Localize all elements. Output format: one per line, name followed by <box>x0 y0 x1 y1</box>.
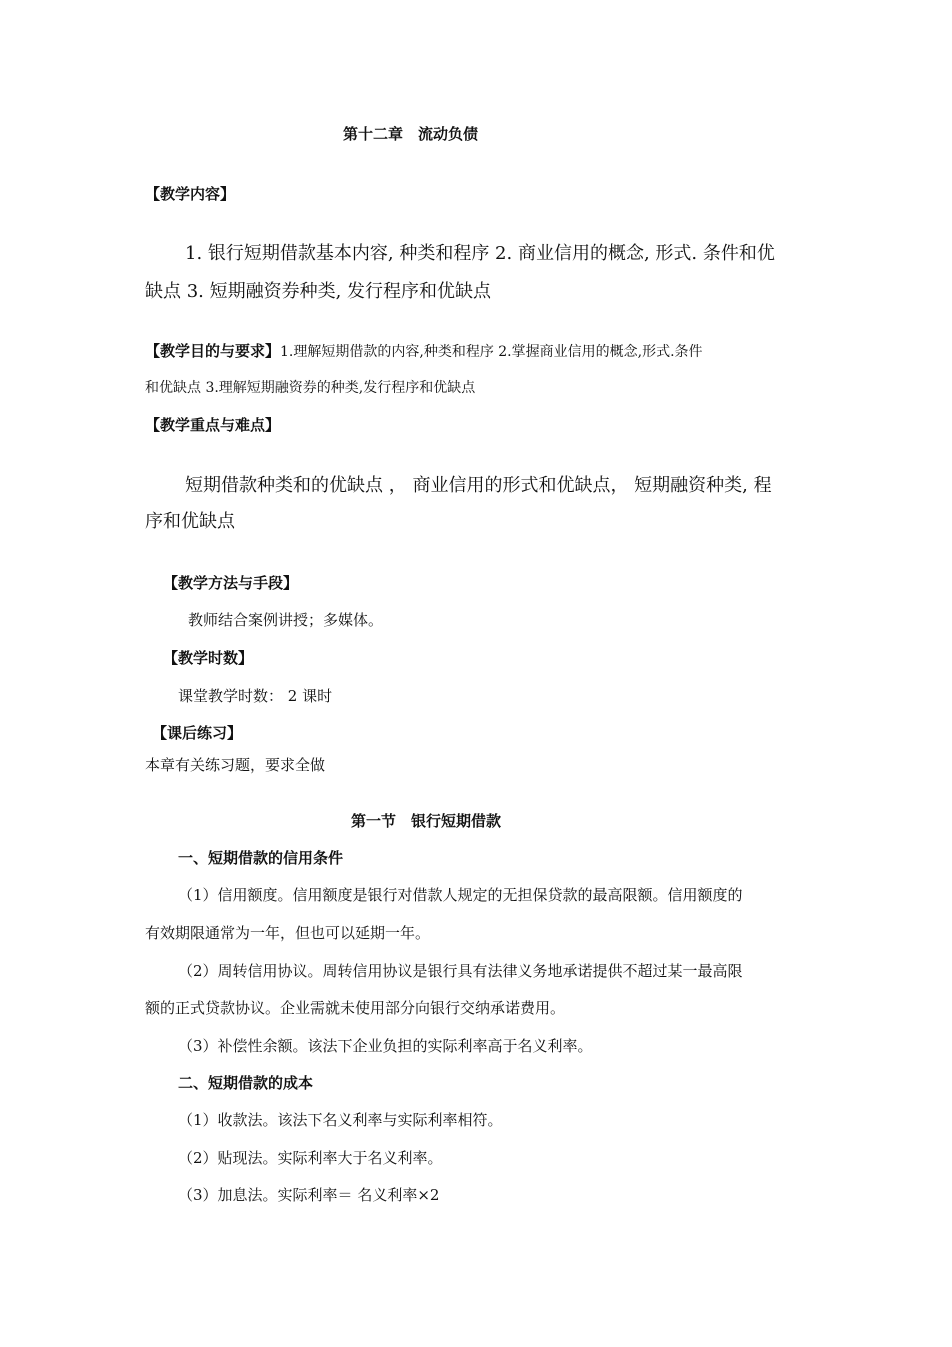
part-2-heading: 二、短期借款的成本 <box>178 1074 314 1092</box>
key-points-line-1: 短期借款种类和的优缺点 ， 商业信用的形式和优缺点， 短期融资种类, 程 <box>185 475 772 496</box>
part-1-item-2-line-1: （2）周转信用协议。周转信用协议是银行具有法律义务地承诺提供不超过某一最高限 <box>178 962 743 980</box>
teaching-content-line-1: 1. 银行短期借款基本内容, 种类和程序 2. 商业信用的概念, 形式. 条件和优 <box>185 243 775 264</box>
part-1-item-3: （3）补偿性余额。该法下企业负担的实际利率高于名义利率。 <box>178 1037 593 1055</box>
part-1-item-2-line-2: 额的正式贷款协议。企业需就未使用部分向银行交纳承诺费用。 <box>145 999 566 1017</box>
part-1-heading: 一、短期借款的信用条件 <box>178 849 344 867</box>
teaching-content-line-2: 缺点 3. 短期融资券种类, 发行程序和优缺点 <box>145 281 492 302</box>
objectives-line-2: 和优缺点 3.理解短期融资券的种类,发行程序和优缺点 <box>145 380 476 396</box>
part-2-item-2: （2）贴现法。实际利率大于名义利率。 <box>178 1149 443 1167</box>
key-points-heading: 【教学重点与难点】 <box>145 416 281 434</box>
key-points-line-2: 序和优缺点 <box>145 511 235 532</box>
chapter-title: 第十二章 流动负债 <box>343 125 479 143</box>
methods-text: 教师结合案例讲授；多媒体。 <box>188 611 384 629</box>
exercises-text: 本章有关练习题，要求全做 <box>145 756 326 774</box>
teaching-content-heading: 【教学内容】 <box>145 185 236 203</box>
objectives-line-1-text: 1.理解短期借款的内容,种类和程序 2.掌握商业信用的概念,形式.条件 <box>280 344 703 360</box>
hours-heading: 【教学时数】 <box>163 649 254 667</box>
part-1-item-1-line-1: （1）信用额度。信用额度是银行对借款人规定的无担保贷款的最高限额。信用额度的 <box>178 886 743 904</box>
methods-heading: 【教学方法与手段】 <box>163 574 299 592</box>
section-1-title: 第一节 银行短期借款 <box>351 812 502 830</box>
objectives-heading: 【教学目的与要求】 <box>145 342 281 360</box>
objectives-line-1 <box>145 344 703 359</box>
exercises-heading: 【课后练习】 <box>152 724 243 742</box>
part-2-item-1: （1）收款法。该法下名义利率与实际利率相符。 <box>178 1111 503 1129</box>
part-1-item-1-line-2: 有效期限通常为一年，但也可以延期一年。 <box>145 924 431 942</box>
part-2-item-3: （3）加息法。实际利率＝ 名义利率×2 <box>178 1186 440 1204</box>
hours-text: 课堂教学时数： 2 课时 <box>178 687 333 705</box>
